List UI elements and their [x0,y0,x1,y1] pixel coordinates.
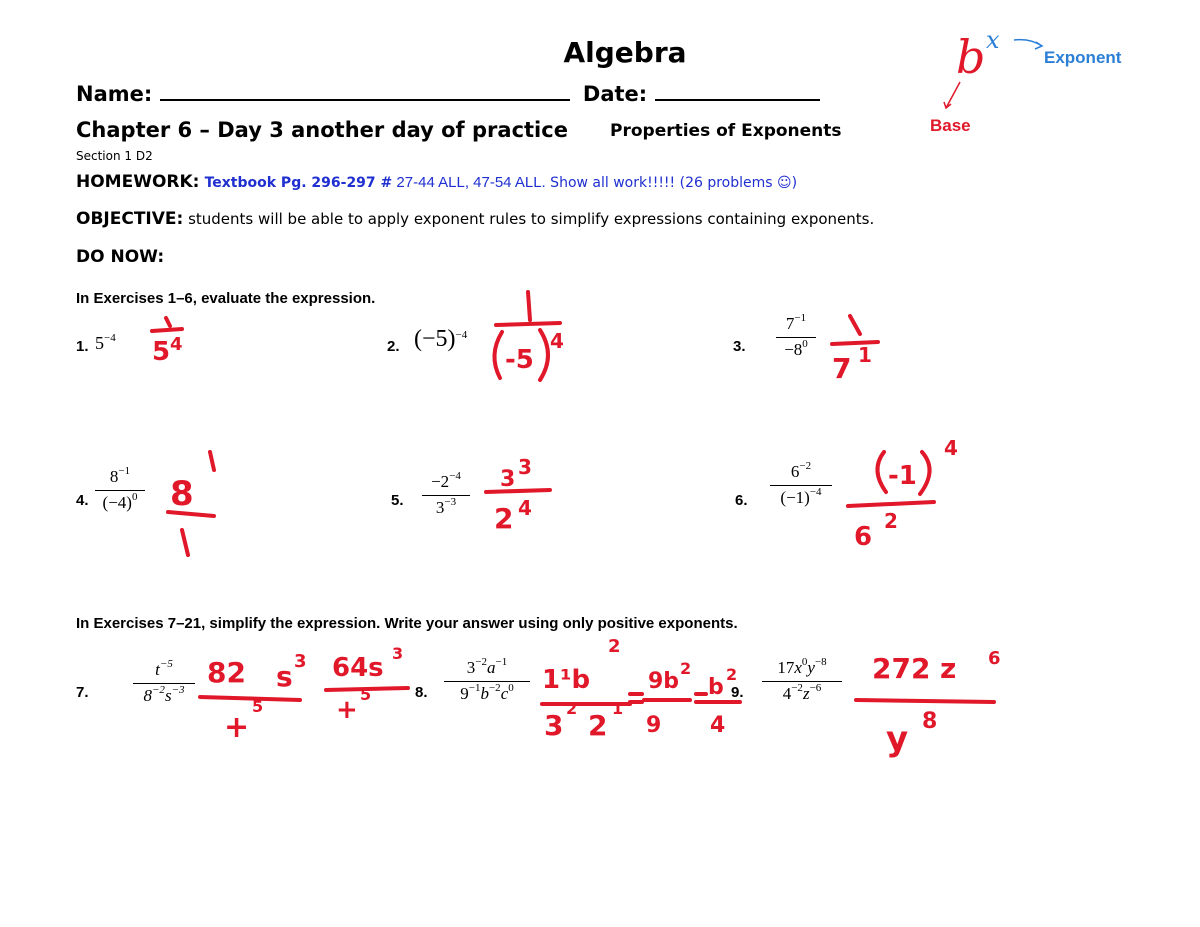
problem-3-number: 3. [733,338,746,355]
svg-text:3: 3 [392,644,404,663]
svg-text:64s: 64s [332,653,384,683]
svg-text:2: 2 [588,709,608,742]
svg-text:2: 2 [494,502,514,535]
objective-text: students will be able to apply exponent rules to simplify expressions containing exponents. [183,210,875,228]
svg-text:8: 8 [922,709,938,734]
homework-note: Show all work!!!!! (26 problems ☺) [545,175,798,191]
svg-text:4: 4 [170,334,183,355]
problem-2-number: 2. [387,338,400,355]
page-title: Algebra [563,36,687,69]
section1-instruction: In Exercises 1–6, evaluate the expression. [76,290,376,307]
date-label: Date: [582,82,648,106]
problem-2-expression: $(-5)^{-4}$ [414,326,468,352]
problem-6-expression: $6^{-2}$ $(-1)^{-4}$ [770,462,832,508]
section2-instruction: In Exercises 7–21, simplify the expression. Write your answer using only positive exponents. [76,615,738,632]
answer-2-handwriting [494,292,563,380]
section-label: Section 1 D2 [76,149,153,163]
problem-1-expression: $5^{-4}$ [95,332,116,353]
svg-text:-1: -1 [888,461,917,491]
svg-text:2: 2 [726,665,738,684]
chapter-heading: Chapter 6 – Day 3 another day of practice [76,118,568,142]
svg-text:2: 2 [608,636,621,657]
svg-text:272: 272 [872,652,931,685]
answer-3-handwriting [832,316,878,385]
svg-text:3: 3 [294,651,307,672]
problem-9-number: 9. [731,684,744,701]
svg-text:4: 4 [710,713,726,738]
homework-label: HOMEWORK: [76,172,200,192]
topic-heading: Properties of Exponents [610,121,842,141]
problem-1-number: 1. [76,338,89,355]
svg-text:5: 5 [252,697,264,716]
svg-text:z: z [940,652,957,685]
svg-text:1: 1 [612,699,624,718]
answer-4-handwriting [168,452,214,555]
problem-8-number: 8. [415,684,428,701]
problem-9-expression: $17x^0y^{-8}$ $4^{-2}z^{-6}$ [762,658,842,704]
svg-text:2: 2 [680,659,692,678]
svg-text:3: 3 [518,455,532,479]
svg-text:s: s [276,660,293,693]
svg-text:8: 8 [170,474,194,514]
problem-4-number: 4. [76,492,89,509]
svg-text:1: 1 [858,343,872,367]
problem-6-number: 6. [735,492,748,509]
svg-text:+: + [336,695,358,725]
homework-textbook: Textbook Pg. 296-297 # [204,175,393,191]
problem-5-number: 5. [391,492,404,509]
svg-text:y: y [886,719,909,759]
objective-label: OBJECTIVE: [76,209,184,229]
base-label: Base [930,116,971,135]
svg-text:6: 6 [988,648,1001,669]
svg-text:3: 3 [544,709,564,742]
answer-9-handwriting [856,648,1001,759]
problem-7-expression: $t^{-5}$ $8^{-2}s^{-3}$ [133,660,195,706]
svg-text:2: 2 [884,509,898,533]
svg-text:+: + [224,710,250,745]
svg-text:2: 2 [566,699,578,718]
svg-text:82: 82 [207,656,246,689]
answer-8-handwriting [542,636,740,742]
problem-4-expression: $8^{-1}$ $(-4)^0$ [95,467,145,513]
svg-text:-5: -5 [505,345,534,375]
svg-text:4: 4 [550,329,564,353]
svg-text:9b: 9b [648,669,680,694]
problem-7-number: 7. [76,684,89,701]
do-now-label: DO NOW: [76,247,165,267]
problem-5-expression: $-2^{-4}$ $3^{-3}$ [422,472,470,518]
base-symbol: b [956,30,986,84]
homework-ranges: 27-44 ALL, 47-54 ALL. [392,174,546,191]
svg-text:4: 4 [944,436,958,460]
svg-text:3: 3 [500,467,516,492]
svg-text:5: 5 [360,685,372,704]
svg-text:4: 4 [518,496,532,520]
svg-text:7: 7 [832,352,852,385]
svg-text:1¹b: 1¹b [542,665,591,695]
svg-text:b: b [708,675,724,700]
svg-text:9: 9 [646,713,662,738]
exponent-label: Exponent [1044,48,1122,67]
answer-6-handwriting [848,436,958,552]
problem-8-expression: $3^{-2}a^{-1}$ $9^{-1}b^{-2}c^0$ [444,658,530,704]
answer-5-handwriting [486,455,550,535]
answer-1-handwriting [152,318,183,367]
answer-7-handwriting [200,644,408,745]
problem-3-expression: $7^{-1}$ $-8^0$ [776,314,816,360]
svg-text:6: 6 [854,522,873,552]
name-label: Name: [76,82,153,106]
exponent-symbol: x [986,26,1000,54]
svg-text:5: 5 [152,337,171,367]
